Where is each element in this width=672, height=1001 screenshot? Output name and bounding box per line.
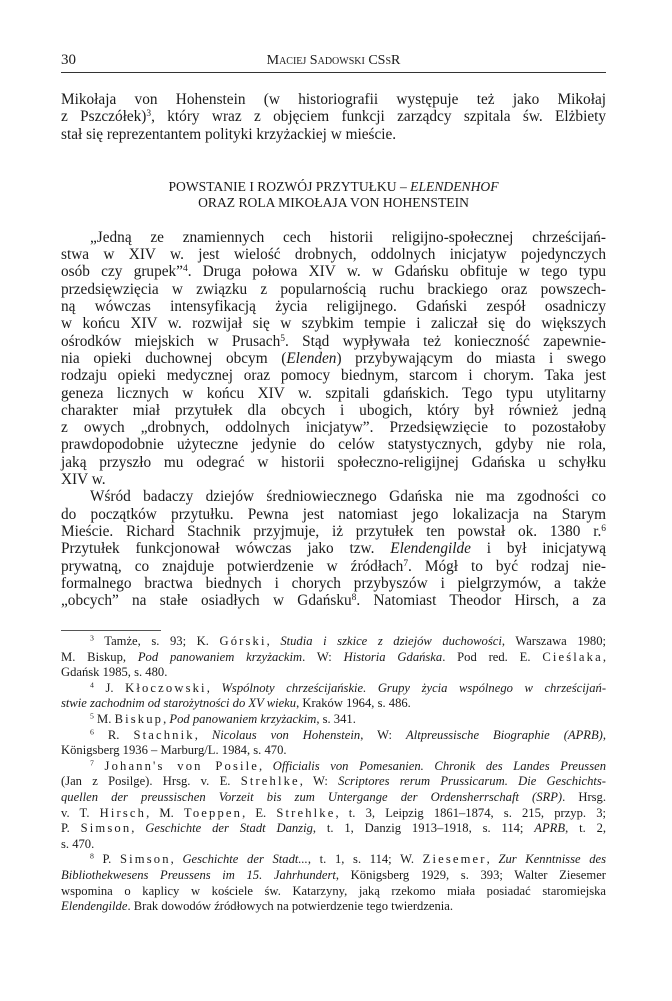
text-line [61, 712, 606, 728]
text-run: . Natomiast Theodor Hirsch, a za [356, 592, 606, 610]
paragraph-2 [61, 488, 606, 609]
text-run: osób czy grupek” [61, 263, 183, 281]
text-run: charakter miał przytułek dla obcych i ubogich, który był również jedną [61, 401, 606, 419]
text-run: stwie zachodnim od starożytności do XV wieku [61, 696, 297, 711]
running-header [61, 52, 606, 73]
text-run: „obcych” na stałe osiadłych w Gdańsku [61, 592, 352, 610]
text-run: . Pod red. E. [442, 649, 543, 664]
text-line [61, 91, 606, 108]
text-run: nia opieki duchownej obcym ( [61, 349, 287, 367]
text-line [61, 281, 606, 298]
text-run: Altpreussische Biographie (APRB) [406, 727, 603, 742]
text-run: Simson [80, 821, 132, 836]
text-run: . Mógł to być rodzaj nie- [408, 557, 606, 575]
text-run: Wśród badaczy dziejów średniowiecznego Gdańska nie ma zgodności co [90, 488, 606, 506]
text-run: Wspólnoty chrześcijańskie. Grupy życia wspólnego w chrześcijań- [221, 680, 607, 695]
text-line [61, 471, 606, 488]
text-line [61, 806, 606, 822]
text-line [61, 436, 606, 453]
text-line [61, 367, 606, 384]
heading-italic-text: ELENDENHOF [410, 178, 499, 194]
text-run: Górski [219, 634, 267, 648]
text-line [61, 333, 606, 350]
text-run: v. T. [61, 805, 100, 820]
text-run: , [194, 727, 212, 742]
text-run: . Stąd wypływała też konieczność zapewnie- [284, 332, 606, 350]
text-run: stał się reprezentantem polityki krzyżackiej w mieście. [61, 125, 397, 143]
text-run: jaką przyszło mu odegrać w historii społeczno-religijnej Gdańska u schyłku [61, 453, 606, 471]
text-run: Historia Gdańska [343, 649, 443, 664]
text-line [61, 298, 606, 315]
text-run: M. [93, 711, 115, 726]
footnote-reference: 7 [90, 758, 94, 768]
text-run: , t. 1, s. 114; W. [307, 852, 423, 867]
text-line [61, 488, 606, 505]
text-run: Mieście. Richard Stachnik przyjmuje, iż przytułek ten powstał ok. 1380 r. [61, 522, 602, 540]
footnote-reference: 4 [182, 264, 188, 275]
footnote-reference: 7 [403, 558, 409, 569]
text-run: Johann's von Posile [104, 758, 260, 773]
section-heading-line-1 [61, 179, 606, 196]
text-run: rodzaju opieki medycznej oraz pomocy biednym, starcom i chorym. Taka jest [61, 367, 606, 385]
text-run: Geschichte der Stadt Danzig [145, 821, 313, 836]
text-run: s. 470. [61, 836, 95, 851]
text-run: R. [93, 727, 134, 742]
text-run: „Jedną ze znamiennych cech historii religijno-społecznej chrześcijań- [90, 228, 606, 246]
text-line [61, 634, 606, 650]
text-run: Pod panowaniem krzyżackim [169, 711, 317, 726]
text-run: Mikołaja von Hohenstein (w historiografii występuje też jako Mikołaj [61, 91, 606, 108]
text-run: M. Biskup, [61, 649, 138, 664]
text-run: , Kraków 1964, s. 486. [296, 696, 411, 711]
paragraph-1 [61, 229, 606, 488]
page-number: 30 [61, 52, 76, 68]
text-run: Elendengilde [61, 899, 128, 914]
text-run: Stachnik [133, 727, 195, 742]
text-run: Officialis von Pomesanien. Chronik des Landes Preussen [272, 758, 606, 773]
text-run: Strehlke [276, 805, 336, 820]
text-run: . Brak dowodów źródłowych na potwierdzenie tego twierdzenia. [127, 899, 454, 914]
text-line [61, 743, 606, 759]
footnote-reference: 3 [90, 633, 94, 643]
text-line [61, 350, 606, 367]
text-run: przedsięwzięcia w związku z popularnością ruchu brackiego oraz powszech- [61, 280, 606, 298]
text-run: i był inicjatywą [470, 540, 606, 558]
text-line [61, 665, 606, 681]
text-run: . W: [302, 649, 344, 664]
text-run: Przytułek funkcjonował wówczas jako tzw. [61, 540, 391, 558]
text-line [61, 315, 606, 332]
text-run [94, 759, 105, 773]
text-line [61, 385, 606, 402]
footnote-reference: 4 [90, 680, 94, 690]
text-line [61, 759, 606, 775]
text-run: Simson [119, 852, 171, 867]
text-line [61, 650, 606, 666]
text-run: , [602, 649, 606, 664]
text-line [61, 899, 606, 915]
text-run: wspomina o kaplicy w kościele św. Katarzyny, jaką rzekomo miała posiadać staromiejska [61, 883, 606, 898]
text-run: (Jan z Posilge). Hrsg. v. E. [61, 774, 241, 789]
text-run: ) przybywającym do miasta i swego [336, 349, 606, 367]
intro-paragraph [61, 91, 606, 143]
text-run: Hirsch [99, 805, 147, 820]
text-run: formalnego bractwa biednych i chorych przybyszów i pielgrzymów, a także [61, 574, 606, 592]
footnote-reference: 8 [90, 852, 94, 862]
text-run: P. [61, 821, 81, 836]
text-run: Bibliothekwesens Preussens im 15. Jahrhundert [61, 867, 336, 882]
heading-text: POWSTANIE I ROZWÓJ PRZYTUŁKU – [168, 178, 411, 194]
text-line [61, 126, 606, 143]
text-run: w końcu XIV w. rozwijał się w szybkim tempie i zaliczał się do większych [61, 315, 606, 333]
footnote-reference: 6 [90, 727, 94, 737]
text-line [61, 728, 606, 744]
text-run: , [131, 821, 146, 836]
footnote-reference: 3 [146, 109, 152, 120]
text-run: , [266, 634, 281, 648]
text-run: , [259, 758, 273, 773]
text-run: prywatną, co znajduje potwierdzenie w źródłach [61, 557, 404, 575]
text-line [61, 540, 606, 557]
text-run: prawdopodobnie użyteczne jedynie do celów statystycznych, gdyby nie rola, [61, 436, 606, 454]
text-run: Gdańsk 1985, s. 480. [61, 665, 168, 680]
text-run: Pod panowaniem krzyżackim [137, 649, 303, 664]
text-run: Cieślaka [542, 649, 603, 664]
text-run: Zur Kenntnisse des [498, 852, 607, 867]
text-run: , [170, 852, 183, 867]
text-run: APRB [534, 821, 566, 836]
footnote-reference: 5 [280, 333, 285, 344]
text-run: ną wówczas intensyfikacją życia religijnego. Gdański zespół osadniczy [61, 298, 606, 316]
text-run: geneza licznych w końcu XIV w. szpitali gdańskich. Tego typu utylitarny [61, 384, 606, 402]
text-run: Biskup [114, 711, 164, 726]
text-run: , t. 1, Danzig 1913–1918, s. 114; [312, 821, 535, 836]
text-run: z owych „drobnych, oddolnych inicjatyw”. Przedsięwzięcie to pozostałoby [61, 419, 606, 437]
text-run: , s. 341. [316, 711, 356, 726]
text-run: . Druga połowa XIV w. w Gdańsku obfituje w tego typu [187, 263, 607, 281]
main-text [61, 91, 606, 609]
text-run: Elendengilde [390, 540, 471, 558]
text-run: , t. 2, [565, 821, 607, 836]
text-run: , [602, 727, 607, 742]
text-run: J. [93, 680, 126, 695]
text-run: , [486, 852, 499, 867]
footnote-reference: 6 [601, 523, 606, 534]
text-line [61, 523, 606, 540]
text-line [61, 821, 606, 837]
footnote-reference: 8 [351, 592, 357, 603]
text-run: , E. [242, 805, 277, 820]
text-run: Geschichte der Stadt... [182, 852, 308, 867]
text-line [61, 837, 606, 853]
text-run: Scriptores rerum Prussicarum. Die Geschichts- [338, 774, 606, 789]
text-line [61, 419, 606, 436]
text-run: Toeppen [183, 805, 243, 820]
section-heading-line-2: ORAZ ROLA MIKOŁAJA VON HOHENSTEIN [198, 195, 469, 211]
text-line [61, 884, 606, 900]
text-line [61, 774, 606, 790]
text-run: Königsberg 1936 – Marburg/L. 1984, s. 470. [61, 743, 287, 758]
text-line [61, 696, 606, 712]
text-run: , W: [299, 774, 339, 789]
footnote-reference: 5 [90, 711, 94, 721]
text-line [61, 558, 606, 575]
text-run: XIV w. [61, 471, 106, 489]
text-line [61, 506, 606, 523]
text-run: , który wraz z objęciem funkcji zarządcy szpitala św. Elżbiety [151, 108, 607, 126]
text-line [61, 852, 606, 868]
footnotes [61, 634, 606, 915]
text-line [61, 681, 606, 697]
text-run: Strehlke [240, 774, 300, 789]
text-run: . Hrsg. [562, 789, 606, 804]
text-run: Nicolaus von Hohenstein [211, 727, 361, 742]
text-line [61, 868, 606, 884]
text-line [61, 246, 606, 263]
text-line [61, 454, 606, 471]
text-run: Tamże, s. 93; K. [93, 634, 220, 648]
section-heading [61, 179, 606, 212]
text-line [61, 263, 606, 280]
text-run: , [206, 680, 222, 695]
text-line [61, 790, 606, 806]
text-run: Elenden [286, 349, 337, 367]
text-line [61, 229, 606, 246]
text-run: , M. [146, 805, 184, 820]
text-run: ośrodków miejskich w Prusach [61, 332, 281, 350]
text-line [61, 108, 606, 125]
text-run: , t. 3, Leipzig 1861–1874, s. 215, przyp. 3; [335, 805, 606, 820]
text-run: stwa w XIV w. jest wielość drobnych, oddolnych inicjatyw pojedynczych [61, 246, 606, 264]
text-run: do początków przytułku. Pewna jest natomiast jego lokalizacja na Starym [61, 505, 606, 523]
text-run: , Warszawa 1980; [501, 634, 607, 648]
text-run: Studia i szkice z dziejów duchowości [280, 634, 502, 648]
text-line [61, 402, 606, 419]
text-run: , W: [360, 727, 407, 742]
text-run: quellen der preussischen Vorzeit bis zum Untergange der Ordensherrschaft (SRP) [61, 789, 563, 804]
text-run: Ziesemer [422, 852, 487, 867]
text-line [61, 575, 606, 592]
text-line [61, 592, 606, 609]
text-run: , [163, 711, 170, 726]
text-run: P. [93, 852, 120, 867]
text-run: Kłoczowski [125, 680, 207, 695]
footnote-divider [61, 630, 161, 631]
running-title: Maciej Sadowski CSsR [266, 53, 401, 68]
text-run: , Königsberg 1929, s. 393; Walter Ziesemer [335, 867, 606, 882]
text-run: z Pszczółek) [61, 108, 147, 126]
